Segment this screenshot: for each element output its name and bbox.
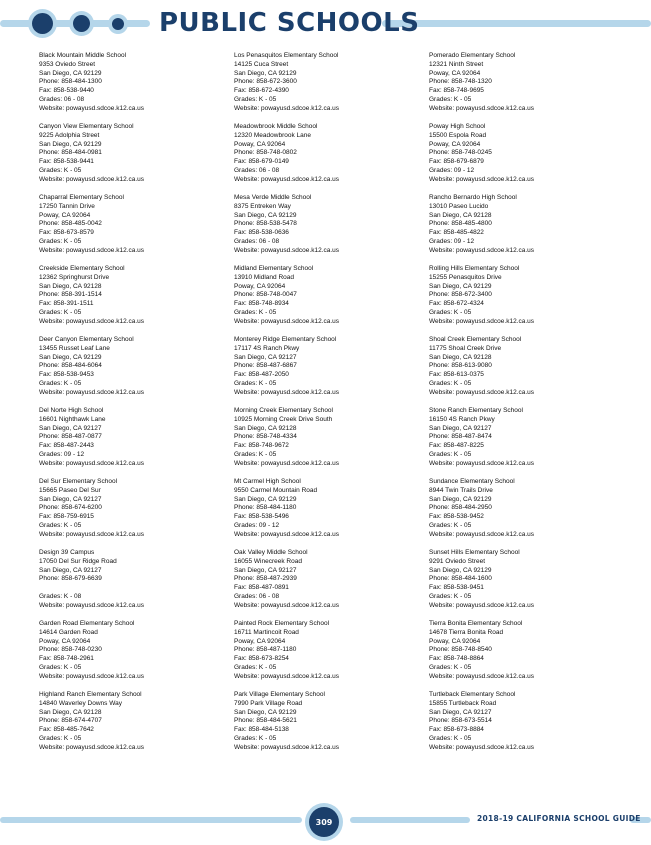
- school-phone: Phone: 858-748-0245: [429, 149, 492, 157]
- school-entry: [234, 691, 424, 762]
- school-grades: Grades: K - 05: [39, 734, 82, 742]
- school-city: San Diego, CA 92129: [429, 566, 492, 574]
- school-city: Poway, CA 92064: [234, 637, 286, 645]
- school-city: San Diego, CA 92129: [234, 211, 297, 219]
- school-phone: Phone: 858-484-6064: [39, 362, 102, 370]
- school-name: Tierra Bonita Elementary School: [429, 620, 523, 627]
- school-website[interactable]: Website: powayusd.sdcoe.k12.ca.us: [234, 601, 340, 609]
- school-website[interactable]: Website: powayusd.sdcoe.k12.ca.us: [234, 175, 340, 183]
- school-entry: [39, 52, 229, 123]
- school-website[interactable]: Website: powayusd.sdcoe.k12.ca.us: [429, 530, 535, 538]
- school-entry: [234, 478, 424, 549]
- school-entry: [39, 549, 229, 620]
- school-name: Creekside Elementary School: [39, 265, 125, 272]
- school-name: Park Village Elementary School: [234, 691, 325, 698]
- school-entry: [429, 265, 619, 336]
- school-entry: [39, 194, 229, 265]
- school-grades: Grades: 06 - 08: [234, 237, 280, 245]
- header-dot-medium: [73, 15, 90, 32]
- school-address: 9353 Oviedo Street: [39, 60, 96, 68]
- school-grades: Grades: K - 05: [234, 379, 277, 387]
- school-website[interactable]: Website: powayusd.sdcoe.k12.ca.us: [234, 743, 340, 751]
- school-website[interactable]: Website: powayusd.sdcoe.k12.ca.us: [429, 672, 535, 680]
- school-website[interactable]: Website: powayusd.sdcoe.k12.ca.us: [429, 317, 535, 325]
- school-address: 8944 Twin Trails Drive: [429, 486, 493, 494]
- page-number: 309: [315, 817, 333, 827]
- school-website[interactable]: Website: powayusd.sdcoe.k12.ca.us: [39, 459, 145, 467]
- school-phone: Phone: 858-673-5514: [429, 717, 492, 725]
- school-fax: Fax: 858-538-9440: [39, 87, 94, 95]
- school-fax: Fax: 858-487-8225: [429, 442, 484, 450]
- footer-rule-left: [0, 817, 302, 823]
- school-grades: Grades: K - 05: [429, 308, 472, 316]
- school-city: San Diego, CA 92127: [429, 424, 492, 432]
- school-name: Meadowbrook Middle School: [234, 123, 318, 130]
- school-phone: Phone: 858-748-0230: [39, 646, 102, 654]
- school-address: 14840 Waverley Downs Way: [39, 699, 122, 707]
- school-address: 13910 Midland Road: [234, 273, 294, 281]
- school-phone: Phone: 858-487-0877: [39, 433, 102, 441]
- school-fax: Fax: 858-538-9441: [39, 158, 94, 166]
- school-address: 12320 Meadowbrook Lane: [234, 131, 311, 139]
- school-grades: Grades: 06 - 08: [234, 166, 280, 174]
- school-fax: Fax: 858-748-9695: [429, 87, 484, 95]
- school-entry: [234, 549, 424, 620]
- school-city: Poway, CA 92064: [429, 140, 481, 148]
- school-entry: [429, 52, 619, 123]
- school-fax: Fax: 858-487-0891: [234, 584, 289, 592]
- school-address: 15500 Espola Road: [429, 131, 487, 139]
- school-address: 17250 Tannin Drive: [39, 202, 95, 210]
- school-name: Oak Valley Middle School: [234, 549, 308, 556]
- school-entry: [234, 336, 424, 407]
- school-website[interactable]: Website: powayusd.sdcoe.k12.ca.us: [234, 388, 340, 396]
- school-name: Design 39 Campus: [39, 549, 95, 556]
- school-phone: Phone: 858-679-6639: [39, 575, 102, 583]
- school-address: 16601 Nighthawk Lane: [39, 415, 106, 423]
- school-city: San Diego, CA 92129: [39, 69, 102, 77]
- school-address: 13010 Paseo Lucido: [429, 202, 489, 210]
- school-fax: Fax: 858-748-2961: [39, 655, 94, 663]
- school-entry: [234, 52, 424, 123]
- school-fax: Fax: 858-538-9453: [39, 371, 94, 379]
- school-city: San Diego, CA 92129: [39, 353, 102, 361]
- school-address: 15255 Penasquitos Drive: [429, 273, 502, 281]
- school-city: Poway, CA 92064: [39, 637, 91, 645]
- school-fax: Fax: 858-487-2443: [39, 442, 94, 450]
- school-entry: [429, 407, 619, 478]
- school-name: Del Sur Elementary School: [39, 478, 118, 485]
- school-address: 14678 Tierra Bonita Road: [429, 628, 504, 636]
- school-entry: [234, 265, 424, 336]
- school-website[interactable]: Website: powayusd.sdcoe.k12.ca.us: [234, 317, 340, 325]
- school-fax: Fax: 858-673-8254: [234, 655, 289, 663]
- school-phone: Phone: 858-538-5478: [234, 220, 297, 228]
- school-fax: Fax: 858-673-8579: [39, 229, 94, 237]
- school-name: Mt Carmel High School: [234, 478, 301, 485]
- school-fax: Fax: 858-487-2050: [234, 371, 289, 379]
- school-column-2: [234, 52, 424, 762]
- school-grades: Grades: K - 05: [429, 734, 472, 742]
- school-website[interactable]: Website: powayusd.sdcoe.k12.ca.us: [234, 104, 340, 112]
- school-address: 16711 Martincoit Road: [234, 628, 299, 636]
- school-city: San Diego, CA 92129: [234, 708, 297, 716]
- page-number-badge: [309, 807, 339, 837]
- school-phone: Phone: 858-748-4334: [234, 433, 297, 441]
- school-grades: Grades: K - 05: [234, 663, 277, 671]
- school-fax: Fax: 858-538-5496: [234, 513, 289, 521]
- school-city: Poway, CA 92064: [39, 211, 91, 219]
- school-phone: Phone: 858-672-3600: [234, 78, 297, 86]
- school-website[interactable]: Website: powayusd.sdcoe.k12.ca.us: [39, 672, 145, 680]
- school-fax: Fax: 858-759-6915: [39, 513, 94, 521]
- school-column-3: [429, 52, 619, 762]
- school-city: San Diego, CA 92128: [234, 424, 297, 432]
- school-grades: Grades: 06 - 08: [234, 592, 280, 600]
- school-entry: [429, 620, 619, 691]
- school-website[interactable]: Website: powayusd.sdcoe.k12.ca.us: [39, 175, 145, 183]
- school-website[interactable]: Website: powayusd.sdcoe.k12.ca.us: [39, 601, 145, 609]
- school-website[interactable]: Website: powayusd.sdcoe.k12.ca.us: [429, 459, 535, 467]
- school-entry: [429, 336, 619, 407]
- school-address: 8375 Entreken Way: [234, 202, 291, 210]
- school-name: Highland Ranch Elementary School: [39, 691, 142, 698]
- school-entry: [429, 123, 619, 194]
- school-phone: Phone: 858-484-1180: [234, 504, 297, 512]
- school-grades: Grades: 09 - 12: [234, 521, 280, 529]
- school-website[interactable]: Website: powayusd.sdcoe.k12.ca.us: [429, 175, 535, 183]
- school-phone: Phone: 858-748-0802: [234, 149, 297, 157]
- school-website[interactable]: Website: powayusd.sdcoe.k12.ca.us: [39, 104, 145, 112]
- school-fax: Fax: 858-538-9452: [429, 513, 484, 521]
- school-phone: Phone: 858-674-6200: [39, 504, 102, 512]
- school-grades: Grades: 09 - 12: [39, 450, 85, 458]
- school-entry: [39, 123, 229, 194]
- school-address: 15855 Turtleback Road: [429, 699, 497, 707]
- school-grades: Grades: K - 05: [234, 450, 277, 458]
- school-grades: Grades: 09 - 12: [429, 237, 475, 245]
- school-entry: [39, 336, 229, 407]
- school-address: 15665 Paseo Del Sur: [39, 486, 101, 494]
- school-fax: Fax: 858-673-8884: [429, 726, 484, 734]
- school-phone: Phone: 858-748-1320: [429, 78, 492, 86]
- school-address: 16150 4S Ranch Pkwy: [429, 415, 495, 423]
- school-address: 12362 Springhurst Drive: [39, 273, 110, 281]
- school-entry: [234, 620, 424, 691]
- school-phone: Phone: 858-485-4800: [429, 220, 492, 228]
- school-website[interactable]: Website: powayusd.sdcoe.k12.ca.us: [234, 459, 340, 467]
- school-fax: Fax: 858-748-8864: [429, 655, 484, 663]
- school-address: 17050 Del Sur Ridge Road: [39, 557, 117, 565]
- school-entry: [429, 194, 619, 265]
- school-name: Monterey Ridge Elementary School: [234, 336, 337, 343]
- school-phone: Phone: 858-487-8474: [429, 433, 492, 441]
- school-website[interactable]: Website: powayusd.sdcoe.k12.ca.us: [234, 530, 340, 538]
- school-phone: Phone: 858-391-1514: [39, 291, 102, 299]
- school-entry: [429, 478, 619, 549]
- school-name: Turtleback Elementary School: [429, 691, 516, 698]
- school-website[interactable]: Website: powayusd.sdcoe.k12.ca.us: [39, 530, 145, 538]
- school-entry: [39, 407, 229, 478]
- school-city: Poway, CA 92064: [234, 282, 286, 290]
- school-city: San Diego, CA 92128: [39, 708, 102, 716]
- school-fax: Fax: 858-672-4390: [234, 87, 289, 95]
- school-fax: Fax: 858-613-0375: [429, 371, 484, 379]
- school-grades: Grades: 06 - 08: [39, 95, 85, 103]
- school-city: San Diego, CA 92127: [234, 353, 297, 361]
- school-city: San Diego, CA 92129: [429, 282, 492, 290]
- school-city: Poway, CA 92064: [429, 637, 481, 645]
- school-city: San Diego, CA 92128: [429, 353, 492, 361]
- school-fax: Fax: 858-484-5138: [234, 726, 289, 734]
- school-address: 14125 Cuca Street: [234, 60, 289, 68]
- school-website[interactable]: Website: powayusd.sdcoe.k12.ca.us: [39, 388, 145, 396]
- school-grades: Grades: K - 08: [39, 592, 82, 600]
- school-city: San Diego, CA 92127: [234, 566, 297, 574]
- school-city: San Diego, CA 92127: [39, 566, 102, 574]
- school-city: San Diego, CA 92127: [429, 708, 492, 716]
- school-grades: Grades: K - 05: [429, 521, 472, 529]
- school-entry: [39, 265, 229, 336]
- school-entry: [234, 123, 424, 194]
- school-city: San Diego, CA 92128: [429, 211, 492, 219]
- school-name: Shoal Creek Elementary School: [429, 336, 522, 343]
- school-name: Deer Canyon Elementary School: [39, 336, 134, 343]
- school-address: 9550 Carmel Mountain Road: [234, 486, 318, 494]
- school-website[interactable]: Website: powayusd.sdcoe.k12.ca.us: [429, 388, 535, 396]
- school-phone: Phone: 858-484-1600: [429, 575, 492, 583]
- school-address: 7990 Park Village Road: [234, 699, 303, 707]
- guide-title: 2018-19 CALIFORNIA SCHOOL GUIDE: [477, 814, 641, 823]
- school-grades: Grades: K - 05: [429, 592, 472, 600]
- school-grades: Grades: K - 05: [234, 95, 277, 103]
- school-fax: Fax: 858-679-6879: [429, 158, 484, 166]
- school-entry: [234, 407, 424, 478]
- school-name: Rancho Bernardo High School: [429, 194, 517, 201]
- school-grades: Grades: K - 05: [234, 734, 277, 742]
- school-grades: Grades: K - 05: [39, 237, 82, 245]
- school-fax: Fax: 858-538-9451: [429, 584, 484, 592]
- school-city: San Diego, CA 92129: [234, 495, 297, 503]
- school-grades: Grades: K - 05: [429, 663, 472, 671]
- school-fax: Fax: 858-679-0149: [234, 158, 289, 166]
- school-city: San Diego, CA 92129: [39, 140, 102, 148]
- school-address: 9225 Adolphia Street: [39, 131, 100, 139]
- school-name: Sunset Hills Elementary School: [429, 549, 520, 556]
- school-fax: Fax: 858-485-7642: [39, 726, 94, 734]
- school-entry: [39, 691, 229, 762]
- school-grades: Grades: K - 05: [39, 166, 82, 174]
- school-website[interactable]: Website: powayusd.sdcoe.k12.ca.us: [39, 317, 145, 325]
- school-address: 13455 Russet Leaf Lane: [39, 344, 110, 352]
- school-entry: [39, 620, 229, 691]
- school-city: San Diego, CA 92127: [39, 424, 102, 432]
- school-name: Morning Creek Elementary School: [234, 407, 333, 414]
- school-name: Rolling Hills Elementary School: [429, 265, 520, 272]
- school-website[interactable]: Website: powayusd.sdcoe.k12.ca.us: [234, 672, 340, 680]
- school-name: Canyon View Elementary School: [39, 123, 134, 130]
- school-city: Poway, CA 92064: [429, 69, 481, 77]
- school-phone: Phone: 858-484-5621: [234, 717, 297, 725]
- school-fax: Fax: 858-748-8934: [234, 300, 289, 308]
- footer-rule-right: [350, 817, 470, 823]
- school-address: 12321 Ninth Street: [429, 60, 484, 68]
- school-fax: Fax: 858-538-0636: [234, 229, 289, 237]
- school-address: 14614 Garden Road: [39, 628, 98, 636]
- school-website[interactable]: Website: powayusd.sdcoe.k12.ca.us: [429, 601, 535, 609]
- school-grades: Grades: 09 - 12: [429, 166, 475, 174]
- school-phone: Phone: 858-748-8540: [429, 646, 492, 654]
- school-phone: Phone: 858-672-3400: [429, 291, 492, 299]
- school-grades: Grades: K - 05: [429, 379, 472, 387]
- school-column-1: [39, 52, 229, 762]
- school-fax: Fax: 858-748-9672: [234, 442, 289, 450]
- school-city: San Diego, CA 92128: [39, 282, 102, 290]
- school-grades: Grades: K - 05: [39, 379, 82, 387]
- school-website[interactable]: Website: powayusd.sdcoe.k12.ca.us: [39, 743, 145, 751]
- school-phone: Phone: 858-484-1300: [39, 78, 102, 86]
- header-rule-right: [382, 20, 651, 27]
- school-website[interactable]: Website: powayusd.sdcoe.k12.ca.us: [429, 246, 535, 254]
- school-fax: Fax: 858-391-1511: [39, 300, 94, 308]
- school-grades: Grades: K - 05: [429, 450, 472, 458]
- school-name: Sundance Elementary School: [429, 478, 515, 485]
- school-entry: [39, 478, 229, 549]
- school-entry: [429, 691, 619, 762]
- school-website[interactable]: Website: powayusd.sdcoe.k12.ca.us: [39, 246, 145, 254]
- school-address: 16055 Winecreek Road: [234, 557, 302, 565]
- school-name: Chaparral Elementary School: [39, 194, 124, 201]
- school-grades: Grades: K - 05: [429, 95, 472, 103]
- school-fax: Fax: 858-672-4324: [429, 300, 484, 308]
- school-address: 17117 4S Ranch Pkwy: [234, 344, 300, 352]
- school-phone: Phone: 858-485-0042: [39, 220, 102, 228]
- school-grades: Grades: K - 05: [39, 521, 82, 529]
- page-title: PUBLIC SCHOOLS: [159, 8, 420, 38]
- school-address: 10925 Morning Creek Drive South: [234, 415, 333, 423]
- school-phone: Phone: 858-748-0047: [234, 291, 297, 299]
- school-phone: Phone: 858-674-4707: [39, 717, 102, 725]
- header-dot-small: [112, 18, 124, 30]
- school-grades: Grades: K - 05: [234, 308, 277, 316]
- school-fax: Fax: 858-485-4822: [429, 229, 484, 237]
- school-entry: [429, 549, 619, 620]
- school-city: Poway, CA 92064: [234, 140, 286, 148]
- school-website[interactable]: Website: powayusd.sdcoe.k12.ca.us: [234, 246, 340, 254]
- school-name: Los Penasquitos Elementary School: [234, 52, 339, 59]
- header-dot-large: [32, 13, 53, 34]
- school-grades: Grades: K - 05: [39, 663, 82, 671]
- school-name: Stone Ranch Elementary School: [429, 407, 523, 414]
- school-name: Black Mountain Middle School: [39, 52, 127, 59]
- school-entry: [234, 194, 424, 265]
- school-address: 11775 Shoal Creek Drive: [429, 344, 502, 352]
- school-fax: [39, 584, 229, 593]
- school-city: San Diego, CA 92127: [39, 495, 102, 503]
- school-phone: Phone: 858-487-6867: [234, 362, 297, 370]
- school-name: Del Norte High School: [39, 407, 104, 414]
- school-phone: Phone: 858-484-0981: [39, 149, 102, 157]
- school-name: Painted Rock Elementary School: [234, 620, 330, 627]
- school-phone: Phone: 858-484-2950: [429, 504, 492, 512]
- school-name: Poway High School: [429, 123, 486, 130]
- school-phone: Phone: 858-613-9080: [429, 362, 492, 370]
- school-city: San Diego, CA 92129: [234, 69, 297, 77]
- school-name: Midland Elementary School: [234, 265, 314, 272]
- school-website[interactable]: Website: powayusd.sdcoe.k12.ca.us: [429, 104, 535, 112]
- school-phone: Phone: 858-487-2939: [234, 575, 297, 583]
- school-name: Pomerado Elementary School: [429, 52, 516, 59]
- school-city: San Diego, CA 92129: [429, 495, 492, 503]
- school-phone: Phone: 858-487-1180: [234, 646, 297, 654]
- school-grades: Grades: K - 05: [39, 308, 82, 316]
- school-name: Garden Road Elementary School: [39, 620, 135, 627]
- school-address: 9291 Oviedo Street: [429, 557, 486, 565]
- school-name: Mesa Verde Middle School: [234, 194, 312, 201]
- school-website[interactable]: Website: powayusd.sdcoe.k12.ca.us: [429, 743, 535, 751]
